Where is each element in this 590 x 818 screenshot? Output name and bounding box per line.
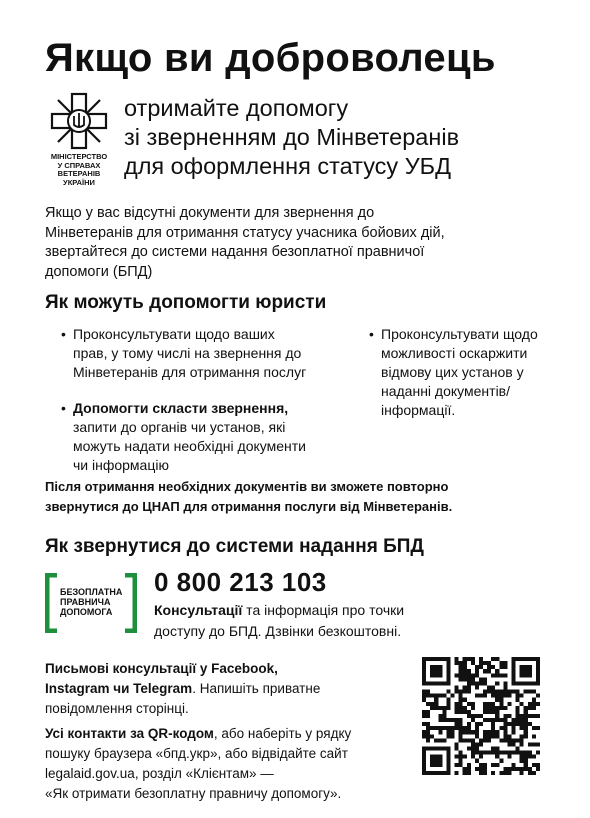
lawyers-list-right xyxy=(369,325,569,420)
qr-code-icon[interactable] xyxy=(422,657,540,775)
lawyers-heading: Як можуть допомогти юристи xyxy=(45,292,327,313)
after-documents-note: Після отримання необхідних документів ви зможете повторно звернутися до ЦНАП для отримання послуги від Мінветеранів. xyxy=(45,479,453,514)
hotline-phone[interactable]: 0 800 213 103 xyxy=(154,567,327,597)
intro-paragraph: Якщо у вас відсутні документи для звернення до Мінветеранів для отримання статусу учасника бойових дій, звертайтеся до системи надання безоплатної правничої допомоги (БПД) xyxy=(45,205,445,280)
legal-aid-logo-text: БЕЗОПЛАТНА ПРАВНИЧА ДОПОМОГА xyxy=(60,587,123,617)
list-item: • Проконсультувати щодо ваших прав, у тому числі на звернення до Мінветеранів для отримання послуг xyxy=(61,325,351,382)
all-contacts-info: Усі контакти за QR-кодом, або наберіть у рядку пошуку браузера «бпд.укр», або відвідайте сайт legalaid.gov.ua, розділ «Клієнтам» — «Як отримати безоплатну правничу допомогу». xyxy=(45,726,352,801)
page-title: Якщо ви доброволець xyxy=(45,36,496,80)
social-consultations: Письмові консультації у Facebook, Instagram чи Telegram. Напишіть приватне повідомлення сторінці. xyxy=(45,661,321,716)
list-item: • Проконсультувати щодо можливості оскаржити відмову цих установ у наданні документів/ інформації. xyxy=(369,325,569,420)
lawyers-list-left xyxy=(61,325,351,475)
consultation-info: Консультації та інформація про точки доступу до БПД. Дзвінки безкоштовні. xyxy=(154,602,405,639)
ministry-emblem-icon xyxy=(50,92,108,150)
ministry-name: МІНІСТЕРСТВО У СПРАВАХ ВЕТЕРАНІВ УКРАЇНИ xyxy=(50,152,108,187)
contact-heading: Як звернутися до системи надання БПД xyxy=(45,536,424,557)
list-item: • Допомогти скласти звернення, запити до органів чи установ, які можуть надати необхідні документи чи інформацію xyxy=(61,399,351,475)
subtitle: отримайте допомогу зі зверненням до Мінветеранів для оформлення статусу УБД xyxy=(124,95,460,179)
